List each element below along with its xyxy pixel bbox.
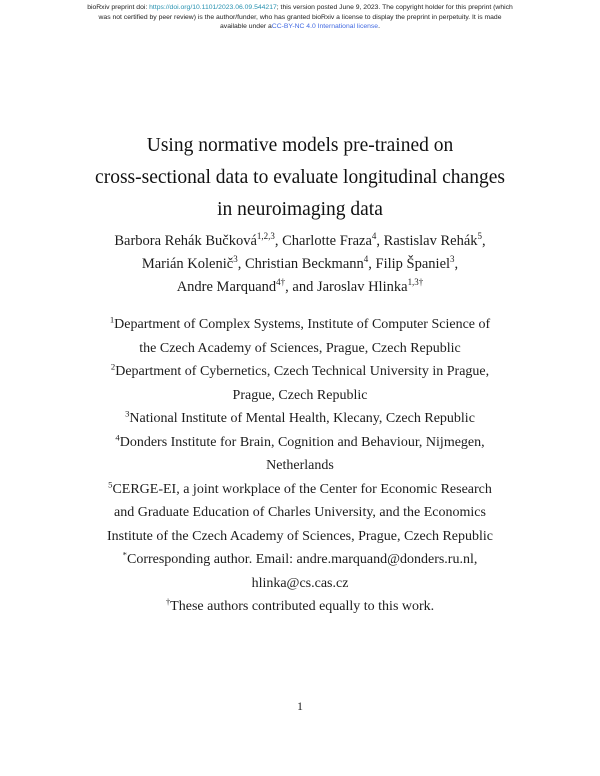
text-run: Netherlands [266, 458, 334, 474]
text-run: National Institute of Mental Health, Klecany, Czech Republic [129, 411, 475, 427]
text-run: Institute of the Czech Academy of Sciences, Prague, Czech Republic [106, 528, 494, 544]
text-run: and Graduate Education of Charles University, and the Economics [114, 505, 486, 521]
superscript: 1,3† [407, 276, 424, 287]
text-run: cross-sectional data to evaluate longitudinal changes [95, 166, 505, 188]
text-run: , [482, 233, 486, 249]
doi-link[interactable]: https://doi.org/10.1101/2023.06.09.544217 [149, 4, 277, 11]
superscript: 4 [115, 431, 120, 442]
text-run: in neuroimaging data [217, 198, 383, 220]
stamp-line-1 [10, 3, 590, 13]
text-run: Corresponding author. Email: andre.marquand@donders.ru.nl, [126, 552, 478, 568]
text-run: Donders Institute for Brain, Cognition and Behaviour, Nijmegen, [119, 434, 485, 450]
affiliation-4 [72, 431, 528, 478]
text-run: Using normative models pre-trained on [146, 135, 454, 156]
superscript: 3 [125, 408, 130, 419]
superscript: 1 [109, 314, 115, 325]
text-run: These authors contributed equally to this work. [170, 599, 435, 615]
superscript: 4† [276, 276, 286, 287]
superscript: 4 [371, 231, 377, 242]
stamp-line-3 [10, 22, 590, 32]
superscript: 5 [477, 231, 483, 242]
superscript: † [165, 596, 171, 607]
affiliation-2 [72, 360, 528, 407]
superscript: 3 [450, 254, 455, 265]
affiliation-1 [72, 313, 528, 360]
text-run: , Charlotte Fraza [274, 233, 372, 249]
paper-title [50, 130, 550, 226]
superscript: 4 [363, 254, 369, 265]
text-run: the Czech Academy of Sciences, Prague, Czech Republic [139, 340, 461, 356]
equal-contribution-note [72, 595, 528, 619]
text-run: , Rastislav Rehák [376, 233, 478, 249]
superscript: 2 [110, 361, 116, 372]
text-run: Department of Complex Systems, Institute of Computer Science of [114, 317, 491, 332]
text-run: ; this version posted June 9, 2023. The copyright holder for this preprint (which [276, 4, 513, 11]
text-run: available under a [220, 23, 272, 31]
text-run: Barbora Rehák Bučková [114, 233, 257, 249]
superscript: * [122, 549, 127, 560]
text-run: , Filip Španiel [368, 255, 451, 272]
text-run: Department of Cybernetics, Czech Technical University in Prague, [115, 364, 490, 380]
author-list [60, 230, 540, 299]
page-number: 1 [297, 699, 303, 713]
superscript: 5 [108, 478, 113, 489]
text-run: Marián Kolenič [141, 255, 234, 272]
biorxiv-stamp [10, 3, 590, 32]
affiliation-5 [72, 478, 528, 549]
superscript: 1,2,3 [256, 231, 275, 242]
text-run: Andre Marquand [176, 278, 277, 295]
text-run: hlinka@cs.cas.cz [251, 575, 349, 591]
text-run: , Christian Beckmann [237, 255, 364, 272]
text-run: CERGE-EI, a joint workplace of the Center for Economic Research [112, 481, 492, 497]
text-run: . [378, 23, 380, 31]
affiliations-block [72, 313, 528, 619]
text-run: bioRxiv preprint doi: [87, 4, 150, 11]
text-run: was not certified by peer review) is the author/funder, who has granted bioRxiv a license to display the preprint in perpetuity. It is made [98, 13, 502, 21]
stamp-line-2 [10, 13, 590, 23]
license-link[interactable]: CC-BY-NC 4.0 International license [271, 23, 379, 31]
text-run: Prague, Czech Republic [232, 387, 368, 403]
affiliation-3 [72, 407, 528, 431]
superscript: 3 [233, 254, 238, 265]
text-run: , and Jaroslav Hlinka [285, 278, 408, 295]
text-run: , [454, 255, 459, 272]
corresponding-author-note [72, 548, 528, 595]
